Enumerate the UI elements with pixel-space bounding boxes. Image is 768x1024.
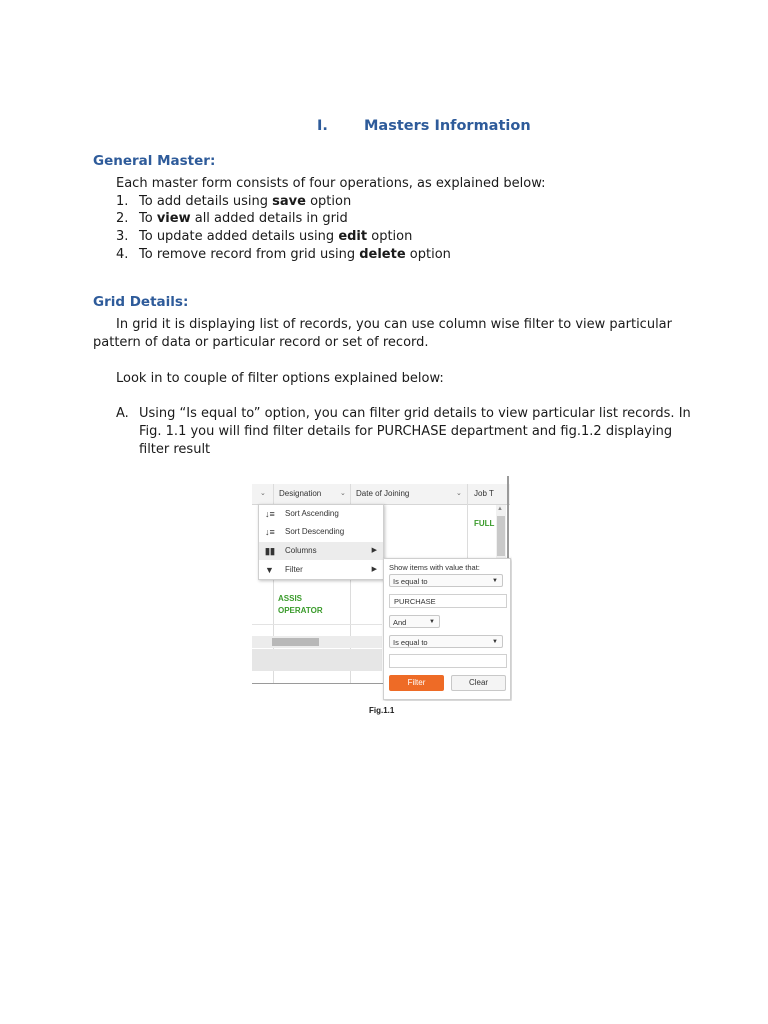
operator-select-value: Is equal to: [393, 638, 428, 647]
designation-cell: ASSIS: [278, 594, 303, 603]
submenu-arrow-icon: ▶: [371, 547, 377, 554]
list-item: To add details using save option: [139, 194, 352, 209]
dropdown-arrow-icon: ▼: [492, 639, 498, 645]
chevron-down-icon[interactable]: ⌄: [456, 490, 462, 497]
menu-item-label: Sort Descending: [285, 527, 345, 536]
filter-prompt: Show items with value that:: [389, 563, 480, 572]
section-number: I.: [317, 118, 328, 134]
list-item-number: 2.: [116, 211, 129, 226]
operator-select-2[interactable]: [389, 635, 503, 648]
designation-cell: OPERATOR: [278, 606, 323, 615]
list-item-number: 3.: [116, 229, 129, 244]
operator-select[interactable]: [389, 574, 503, 587]
grid-paragraph-line: pattern of data or particular record or set of record.: [93, 335, 429, 350]
logic-select-value: And: [393, 618, 407, 627]
chevron-down-icon[interactable]: ⌄: [340, 490, 346, 497]
general-master-heading: General Master:: [93, 153, 216, 169]
menu-item-sort-ascending[interactable]: [259, 505, 383, 523]
grid-pager: [252, 649, 382, 671]
menu-item-label: Columns: [285, 546, 317, 555]
grid-paragraph-line: In grid it is displaying list of records, you can use column wise filter to view particular: [116, 317, 672, 332]
list-item: To update added details using edit option: [139, 229, 413, 244]
operator-select-value: Is equal to: [393, 577, 428, 586]
scrollbar-thumb[interactable]: [272, 638, 319, 646]
menu-item-filter[interactable]: [259, 561, 383, 579]
menu-item-sort-descending[interactable]: [259, 523, 383, 541]
filter-button[interactable]: Filter: [389, 675, 444, 691]
column-header-date-of-joining[interactable]: Date of Joining: [356, 489, 410, 498]
job-type-cell: FULL: [474, 519, 495, 528]
scrollbar-thumb[interactable]: [497, 516, 505, 556]
menu-item-columns[interactable]: [259, 542, 383, 560]
scroll-up-icon[interactable]: ▲: [497, 506, 503, 512]
general-intro: Each master form consists of four operations, as explained below:: [116, 176, 546, 191]
list-item: To view all added details in grid: [139, 211, 348, 226]
filter-value-input-2[interactable]: [389, 654, 507, 668]
item-a-line: filter result: [139, 442, 211, 457]
sort-descending-icon: ↓≡: [265, 527, 275, 537]
sort-ascending-icon: ↓≡: [265, 509, 275, 519]
menu-item-label: Sort Ascending: [285, 509, 339, 518]
dropdown-arrow-icon: ▼: [429, 619, 435, 625]
logic-select[interactable]: [389, 615, 440, 628]
columns-icon: ▮▮: [265, 546, 275, 556]
column-header-job-type[interactable]: Job T: [474, 489, 494, 498]
row-divider: [252, 624, 382, 625]
figure-grid-filter-screenshot: [252, 476, 512, 701]
submenu-arrow-icon: ▶: [371, 566, 377, 573]
dropdown-arrow-icon: ▼: [492, 578, 498, 584]
figure-caption: Fig.1.1: [369, 706, 395, 715]
list-item-number: 1.: [116, 194, 129, 209]
menu-item-label: Filter: [285, 565, 303, 574]
filter-intro: Look in to couple of filter options explained below:: [116, 371, 444, 386]
item-a-line: Using “Is equal to” option, you can filter grid details to view particular list records. In: [139, 406, 691, 421]
section-title: Masters Information: [364, 118, 531, 134]
item-a-line: Fig. 1.1 you will find filter details for PURCHASE department and fig.1.2 displaying: [139, 424, 673, 439]
list-item-number: 4.: [116, 247, 129, 262]
filter-panel: [383, 558, 511, 700]
filter-value-input[interactable]: PURCHASE: [389, 594, 507, 608]
chevron-down-icon[interactable]: ⌄: [260, 490, 266, 497]
grid-details-heading: Grid Details:: [93, 294, 189, 310]
column-menu: [258, 504, 384, 580]
clear-button[interactable]: Clear: [451, 675, 506, 691]
list-item: To remove record from grid using delete option: [139, 247, 451, 262]
filter-icon: ▼: [265, 565, 274, 575]
item-a-label: A.: [116, 406, 129, 421]
column-header-designation[interactable]: Designation: [279, 489, 322, 498]
